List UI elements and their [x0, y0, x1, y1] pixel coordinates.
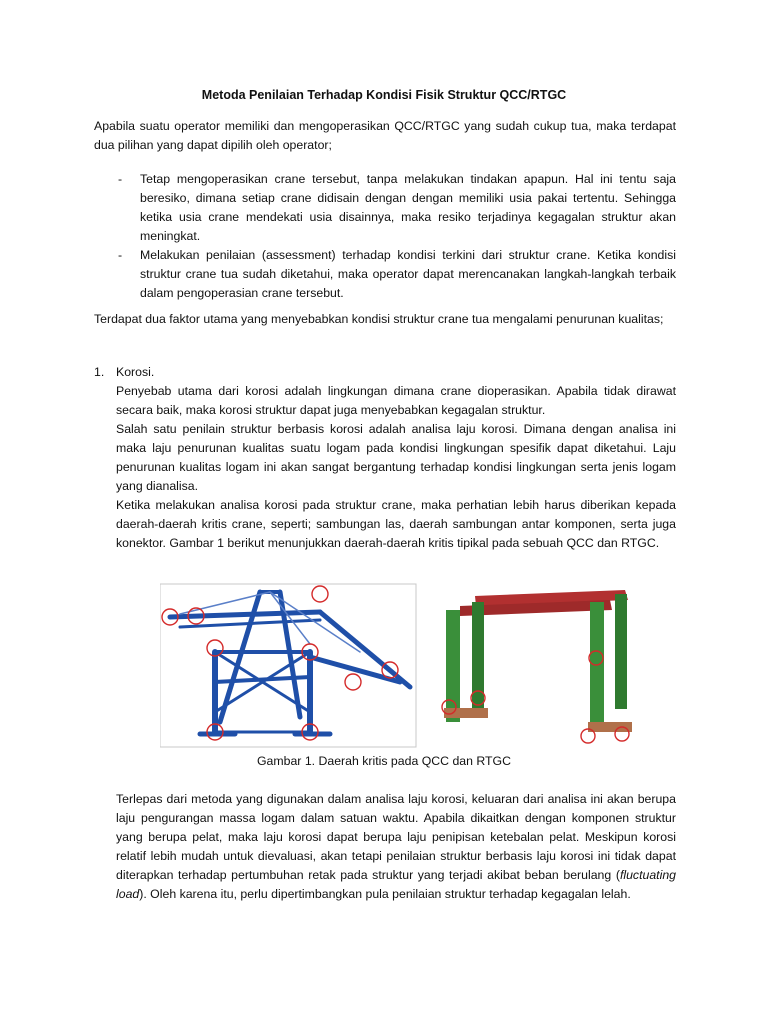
item-paragraph: Salah satu penilain struktur berbasis korosi adalah analisa laju korosi. Dimana dengan analisa ini maka laju penurunan kualitas suatu logam pada kondisi lingkungan spesifik dapat diketahui. Laju penurunan kualitas logam ini akan sangat bergantung terhadap kondisi lingkungan serta jenis logam yang dianalisa. [116, 422, 676, 493]
figure-caption: Gambar 1. Daerah kritis pada QCC dan RTGC [256, 754, 511, 768]
page-title: Metoda Penilaian Terhadap Kondisi Fisik Struktur QCC/RTGC [201, 88, 567, 102]
bullet-text: Tetap mengoperasikan crane tersebut, tanpa melakukan tindakan apapun. Hal ini tentu saja beresiko, dimana setiap crane didisain dengan dengan memiliki usia pakai tertentu. Sehingga ketika usia crane mendekati usia disainnya, maka resiko terjadinya kegagalan struktur akan meningkat. [140, 172, 676, 243]
closing-text-start: Terlepas dari metoda yang digunakan dalam analisa laju korosi, keluaran dari analisa ini akan berupa laju pengurangan massa logam dalam satuan waktu. Apabila dikaitkan dengan komponen struktur yang berupa pelat, maka laju korosi dapat berupa laju penipisan ketebalan pelat. Meskipun korosi relatif lebih mudah untuk dievaluasi, akan tetapi penilaian struktur berbasis laju korosi ini tidak dapat diterapkan terhadap pertumbuhan retak pada struktur yang terjadi akibat beban berulang ( [116, 792, 676, 882]
intro-text: Apabila suatu operator memiliki dan mengoperasikan QCC/RTGC yang sudah cukup tua, maka terdapat dua pilihan yang dapat dipilih oleh operator; [94, 119, 676, 152]
item-paragraph: Ketika melakukan analisa korosi pada struktur crane, maka perhatian lebih harus diberikan kepada daerah-daerah kritis crane, seperti; sambungan las, daerah sambungan antar komponen, serta juga konektor. Gambar 1 berikut menunjukkan daerah-daerah kritis tipikal pada sebuah QCC dan RTGC. [116, 498, 676, 550]
item-number: 1. [94, 365, 105, 379]
bullet-dash: - [118, 172, 123, 186]
item-heading: Korosi. [116, 365, 155, 379]
figure-illustration [160, 582, 640, 752]
figure-critical-areas [160, 582, 640, 752]
bullet-dash: - [118, 248, 123, 262]
factors-paragraph [94, 310, 676, 329]
item-body [116, 382, 676, 553]
item-paragraph: Penyebab utama dari korosi adalah lingkungan dimana crane dioperasikan. Apabila tidak dirawat secara baik, maka korosi struktur dapat juga menyebabkan kegagalan struktur. [116, 384, 676, 417]
rtgc-crane-drawing [444, 590, 632, 732]
closing-text-end: ). Oleh karena itu, perlu dipertimbangkan pula penilaian struktur terhadap kegagalan lelah. [139, 887, 631, 901]
list-item [118, 246, 676, 303]
list-item [118, 170, 676, 246]
options-list [118, 170, 676, 303]
intro-paragraph [94, 117, 676, 155]
bullet-text: Melakukan penilaian (assessment) terhadap kondisi terkini dari struktur crane. Ketika kondisi struktur crane tua sudah diketahui, maka operator dapat merencanakan langkah-langkah terbaik dalam pengoperasian crane tersebut. [140, 248, 676, 300]
factors-text: Terdapat dua faktor utama yang menyebabkan kondisi struktur crane tua mengalami penurunan kualitas; [94, 312, 664, 326]
closing-text-italic: fluctuating load [116, 868, 676, 901]
closing-paragraph [116, 790, 676, 904]
